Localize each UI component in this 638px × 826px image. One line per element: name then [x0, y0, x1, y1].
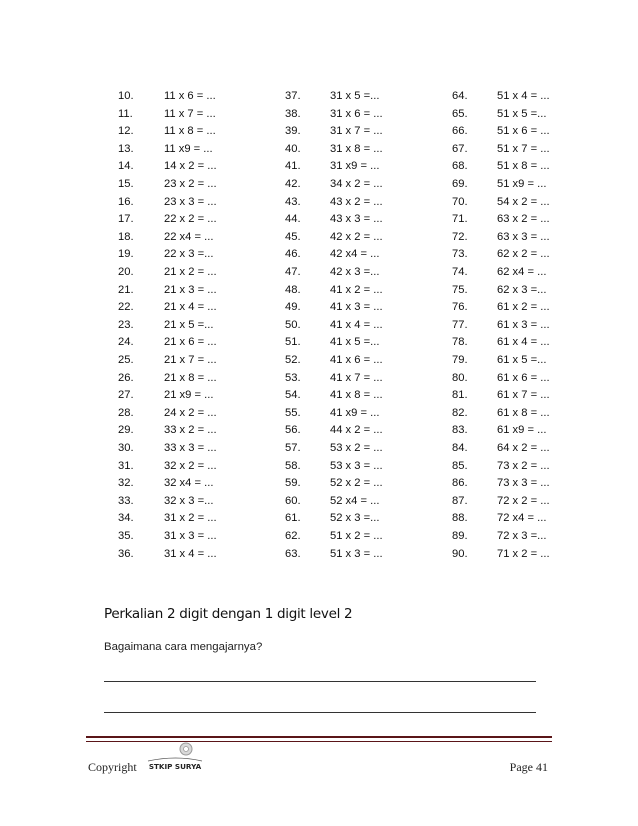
exercise-number: 64.: [452, 90, 468, 102]
exercise-expression: 31 x 7 = ...: [330, 125, 383, 138]
exercise-number: 47.: [285, 266, 301, 278]
exercise-expression: 42 x 3 =...: [330, 266, 380, 278]
exercise-row: [0, 141, 638, 159]
exercise-expression: 24 x 2 = ...: [164, 406, 217, 419]
exercise-expression: 11 x 8 = ...: [164, 125, 216, 138]
exercise-number: 18.: [118, 230, 134, 243]
exercise-number: 67.: [452, 142, 468, 155]
exercise-number: 43.: [285, 195, 301, 208]
exercise-expression: 22 x 3 =...: [164, 248, 214, 261]
exercise-row: [0, 264, 638, 282]
exercise-number: 11.: [118, 107, 133, 120]
exercise-number: 41.: [285, 160, 301, 173]
exercise-number: 74.: [452, 266, 468, 278]
exercise-expression: 21 x 2 = ...: [164, 266, 217, 278]
exercise-expression: 23 x 3 = ...: [164, 195, 217, 208]
exercise-number: 44.: [285, 213, 301, 226]
exercise-expression: 21 x9 = ...: [164, 389, 214, 402]
exercise-expression: 22 x4 = ...: [164, 230, 214, 243]
exercise-number: 83.: [452, 424, 468, 437]
exercise-number: 31.: [118, 459, 134, 472]
exercise-number: 89.: [452, 530, 468, 542]
exercise-row: [0, 493, 638, 511]
exercise-number: 59.: [285, 477, 301, 490]
footer-copyright: Copyright: [88, 760, 137, 774]
exercise-number: 75.: [452, 283, 468, 296]
exercise-number: 69.: [452, 178, 468, 190]
exercise-number: 25.: [118, 354, 134, 366]
exercise-row: [0, 282, 638, 300]
exercise-row: [0, 440, 638, 458]
exercise-number: 39.: [285, 125, 301, 138]
exercise-number: 21.: [118, 283, 134, 296]
exercise-expression: 42 x 2 = ...: [330, 230, 383, 243]
exercise-number: 50.: [285, 318, 301, 331]
exercise-number: 52.: [285, 354, 301, 366]
exercise-row: [0, 352, 638, 370]
exercise-row: [0, 299, 638, 317]
exercise-number: 80.: [452, 371, 468, 384]
exercise-number: 26.: [118, 371, 134, 384]
exercise-expression: 31 x 3 = ...: [164, 530, 217, 542]
exercise-expression: 11 x 7 = ...: [164, 107, 216, 120]
exercise-number: 61.: [285, 512, 301, 525]
exercise-number: 30.: [118, 442, 134, 454]
exercise-expression: 21 x 7 = ...: [164, 354, 217, 366]
exercise-row: [0, 158, 638, 176]
exercise-number: 51.: [285, 336, 301, 349]
exercise-number: 22.: [118, 301, 134, 314]
section-heading: Perkalian 2 digit dengan 1 digit level 2: [104, 606, 353, 622]
exercise-number: 82.: [452, 406, 468, 419]
exercise-number: 79.: [452, 354, 468, 366]
exercise-expression: 41 x 4 = ...: [330, 318, 383, 331]
exercise-expression: 73 x 2 = ...: [497, 459, 550, 472]
exercise-expression: 31 x 8 = ...: [330, 142, 383, 155]
exercise-expression: 31 x 5 =...: [330, 90, 380, 102]
exercise-number: 77.: [452, 318, 468, 331]
exercise-number: 84.: [452, 442, 468, 454]
exercise-row: [0, 475, 638, 493]
exercise-number: 27.: [118, 389, 134, 402]
exercise-row: [0, 317, 638, 335]
exercise-number: 70.: [452, 195, 468, 208]
exercise-expression: 31 x9 = ...: [330, 160, 380, 173]
exercise-number: 19.: [118, 248, 134, 261]
exercise-number: 78.: [452, 336, 468, 349]
exercise-number: 23.: [118, 318, 134, 331]
exercise-expression: 61 x 2 = ...: [497, 301, 550, 314]
exercise-expression: 52 x4 = ...: [330, 494, 380, 507]
logo-text: STKIP SURYA: [148, 762, 202, 771]
footer-rule-thick: [86, 736, 552, 738]
exercise-number: 32.: [118, 477, 134, 490]
exercise-number: 34.: [118, 512, 134, 525]
exercise-expression: 31 x 4 = ...: [164, 547, 217, 560]
exercise-number: 36.: [118, 547, 134, 560]
exercise-expression: 63 x 3 = ...: [497, 230, 550, 243]
exercise-expression: 62 x 2 = ...: [497, 248, 550, 261]
exercise-expression: 51 x 8 = ...: [497, 160, 550, 173]
exercise-expression: 51 x 3 = ...: [330, 547, 383, 560]
exercise-expression: 11 x 6 = ...: [164, 90, 216, 102]
exercise-number: 90.: [452, 547, 468, 560]
exercise-number: 35.: [118, 530, 134, 542]
stkip-surya-logo: [146, 741, 204, 775]
exercise-expression: 52 x 2 = ...: [330, 477, 383, 490]
footer-page-number: Page 41: [509, 760, 548, 774]
exercise-number: 53.: [285, 371, 301, 384]
exercise-number: 16.: [118, 195, 134, 208]
exercise-number: 54.: [285, 389, 301, 402]
exercise-number: 85.: [452, 459, 468, 472]
exercise-expression: 21 x 3 = ...: [164, 283, 217, 296]
exercise-number: 73.: [452, 248, 468, 261]
exercise-number: 62.: [285, 530, 301, 542]
exercise-row: [0, 334, 638, 352]
exercise-number: 71.: [452, 213, 468, 226]
exercise-number: 88.: [452, 512, 468, 525]
exercise-expression: 51 x 6 = ...: [497, 125, 550, 138]
exercise-expression: 32 x4 = ...: [164, 477, 214, 490]
exercise-expression: 41 x 8 = ...: [330, 389, 383, 402]
exercise-number: 46.: [285, 248, 301, 261]
answer-line: [104, 712, 536, 713]
exercise-row: [0, 246, 638, 264]
exercise-expression: 21 x 5 =...: [164, 318, 214, 331]
exercise-expression: 31 x 2 = ...: [164, 512, 217, 525]
exercise-expression: 73 x 3 = ...: [497, 477, 550, 490]
exercise-expression: 72 x 2 = ...: [497, 494, 550, 507]
exercise-expression: 72 x 3 =...: [497, 530, 547, 542]
exercise-expression: 43 x 2 = ...: [330, 195, 383, 208]
exercise-row: [0, 422, 638, 440]
exercise-row: [0, 194, 638, 212]
exercise-number: 40.: [285, 142, 301, 155]
exercise-expression: 62 x4 = ...: [497, 266, 547, 278]
exercise-number: 20.: [118, 266, 134, 278]
exercise-number: 58.: [285, 459, 301, 472]
exercise-expression: 41 x 2 = ...: [330, 283, 383, 296]
exercise-row: [0, 528, 638, 546]
exercise-number: 72.: [452, 230, 468, 243]
exercise-number: 15.: [118, 178, 134, 190]
exercise-expression: 11 x9 = ...: [164, 142, 213, 155]
exercise-expression: 61 x 4 = ...: [497, 336, 550, 349]
exercise-expression: 51 x 5 =...: [497, 107, 547, 120]
exercise-expression: 32 x 2 = ...: [164, 459, 217, 472]
exercise-number: 12.: [118, 125, 134, 138]
exercise-expression: 21 x 8 = ...: [164, 371, 217, 384]
exercise-number: 45.: [285, 230, 301, 243]
exercise-number: 28.: [118, 406, 134, 419]
exercise-row: [0, 176, 638, 194]
exercise-number: 57.: [285, 442, 301, 454]
exercise-expression: 64 x 2 = ...: [497, 442, 550, 454]
exercise-number: 65.: [452, 107, 468, 120]
exercise-expression: 53 x 2 = ...: [330, 442, 383, 454]
exercise-expression: 61 x9 = ...: [497, 424, 547, 437]
exercise-expression: 61 x 7 = ...: [497, 389, 550, 402]
exercise-number: 49.: [285, 301, 301, 314]
exercise-expression: 51 x 4 = ...: [497, 90, 550, 102]
exercise-expression: 61 x 8 = ...: [497, 406, 550, 419]
exercise-expression: 61 x 5 =...: [497, 354, 547, 366]
exercise-row: [0, 123, 638, 141]
exercise-expression: 63 x 2 = ...: [497, 213, 550, 226]
exercise-number: 68.: [452, 160, 468, 173]
exercise-number: 60.: [285, 494, 301, 507]
exercise-expression: 42 x4 = ...: [330, 248, 380, 261]
exercise-number: 13.: [118, 142, 134, 155]
exercise-row: [0, 405, 638, 423]
exercise-expression: 44 x 2 = ...: [330, 424, 383, 437]
exercise-row: [0, 370, 638, 388]
exercise-expression: 41 x 6 = ...: [330, 354, 383, 366]
exercise-expression: 72 x4 = ...: [497, 512, 547, 525]
exercise-number: 56.: [285, 424, 301, 437]
exercise-expression: 22 x 2 = ...: [164, 213, 217, 226]
exercise-expression: 62 x 3 =...: [497, 283, 547, 296]
exercise-number: 86.: [452, 477, 468, 490]
exercise-expression: 51 x 2 = ...: [330, 530, 383, 542]
exercise-row: [0, 387, 638, 405]
exercise-expression: 51 x9 = ...: [497, 178, 547, 190]
exercise-expression: 43 x 3 = ...: [330, 213, 383, 226]
exercise-expression: 14 x 2 = ...: [164, 160, 217, 173]
exercise-expression: 61 x 3 = ...: [497, 318, 550, 331]
exercise-expression: 41 x 5 =...: [330, 336, 380, 349]
exercise-expression: 33 x 3 = ...: [164, 442, 217, 454]
exercise-number: 55.: [285, 406, 301, 419]
exercise-expression: 21 x 4 = ...: [164, 301, 217, 314]
exercise-number: 42.: [285, 178, 301, 190]
exercise-number: 48.: [285, 283, 301, 296]
teaching-question: Bagaimana cara mengajarnya?: [104, 641, 263, 653]
exercise-expression: 61 x 6 = ...: [497, 371, 550, 384]
exercise-number: 81.: [452, 389, 468, 402]
exercise-expression: 34 x 2 = ...: [330, 178, 383, 190]
exercise-number: 76.: [452, 301, 468, 314]
exercise-row: [0, 510, 638, 528]
exercise-expression: 21 x 6 = ...: [164, 336, 217, 349]
exercise-expression: 53 x 3 = ...: [330, 459, 383, 472]
exercise-number: 66.: [452, 125, 468, 138]
exercise-expression: 32 x 3 =...: [164, 494, 214, 507]
exercise-number: 29.: [118, 424, 134, 437]
exercise-number: 38.: [285, 107, 301, 120]
exercise-expression: 23 x 2 = ...: [164, 178, 217, 190]
exercise-number: 24.: [118, 336, 134, 349]
exercise-expression: 41 x 3 = ...: [330, 301, 383, 314]
exercise-expression: 71 x 2 = ...: [497, 547, 550, 560]
exercise-number: 87.: [452, 494, 468, 507]
exercise-expression: 41 x9 = ...: [330, 406, 380, 419]
exercise-number: 63.: [285, 547, 301, 560]
exercise-expression: 41 x 7 = ...: [330, 371, 383, 384]
exercise-expression: 33 x 2 = ...: [164, 424, 217, 437]
exercise-expression: 52 x 3 =...: [330, 512, 380, 525]
exercise-number: 33.: [118, 494, 134, 507]
answer-line: [104, 681, 536, 682]
exercise-row: [0, 211, 638, 229]
exercise-expression: 51 x 7 = ...: [497, 142, 550, 155]
exercise-number: 10.: [118, 90, 134, 102]
exercise-number: 17.: [118, 213, 134, 226]
exercise-row: [0, 458, 638, 476]
exercise-number: 14.: [118, 160, 134, 173]
exercise-expression: 31 x 6 = ...: [330, 107, 383, 120]
exercise-row: [0, 106, 638, 124]
exercise-expression: 54 x 2 = ...: [497, 195, 550, 208]
exercise-row: [0, 546, 638, 564]
exercise-row: [0, 88, 638, 106]
exercise-row: [0, 229, 638, 247]
exercise-number: 37.: [285, 90, 301, 102]
